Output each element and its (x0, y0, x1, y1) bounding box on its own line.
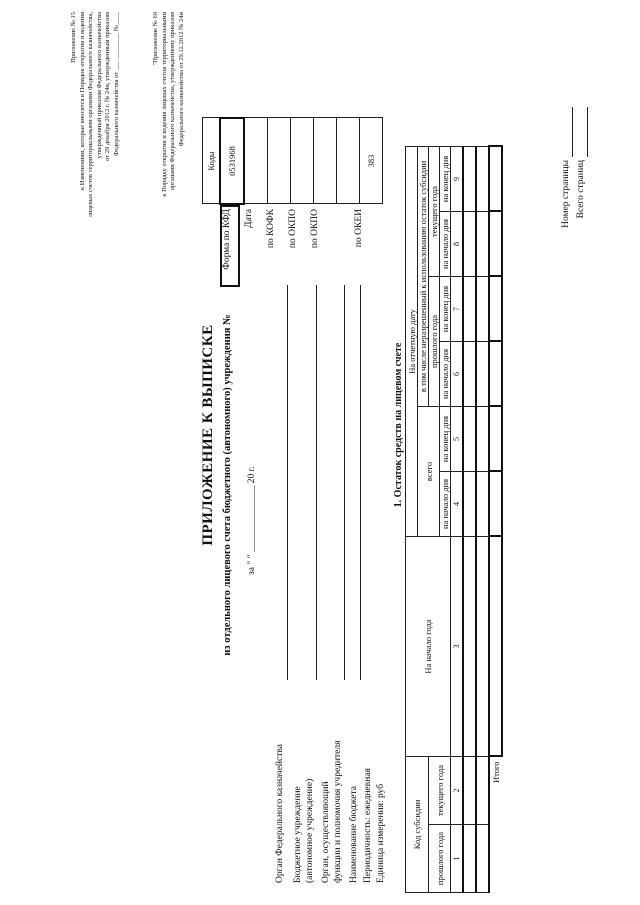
total-cell[interactable] (489, 211, 502, 276)
table-cell[interactable] (476, 406, 489, 471)
table-cell[interactable] (476, 825, 489, 893)
total-cell[interactable] (489, 536, 502, 756)
table-cell[interactable] (463, 406, 476, 471)
table-cell[interactable] (476, 276, 489, 341)
fill-line[interactable] (344, 285, 345, 680)
annex-note-2 (152, 12, 186, 272)
annex-note-line: Федерального казначейства от 29.12.2012 № 24н (177, 12, 185, 147)
total-row (489, 16, 502, 892)
col-curr-year: текущего года (429, 756, 451, 824)
col-prev-day-end: на конец дня (440, 276, 451, 341)
col-number: 4 (451, 471, 464, 536)
code-budget[interactable] (337, 118, 360, 204)
table-cell[interactable] (463, 211, 476, 276)
table-spacer (406, 16, 503, 146)
label-form-kfd: Форма по КФД (222, 209, 232, 270)
col-subsidy-code: Код субсидии (406, 756, 429, 892)
label-okei: по ОКЕИ (354, 209, 364, 248)
fill-line[interactable] (287, 285, 288, 680)
col-start-of-year: На начало года (406, 536, 451, 756)
label-budget-name: Наименование бюджета (349, 786, 359, 883)
fill-line[interactable] (316, 285, 317, 680)
label-kofk: по КОФК (266, 209, 276, 249)
date-line: за " " ______________ 20 г. (247, 466, 257, 575)
col-total-day-end: на конец дня (440, 406, 451, 471)
label-date: Дата (244, 209, 254, 228)
col-number: 8 (451, 211, 464, 276)
table-cell[interactable] (476, 146, 489, 211)
page-title: ПРИЛОЖЕНИЕ К ВЫПИСКЕ (200, 324, 216, 546)
label-periodicity: Периодичность: ежедневная (363, 768, 373, 883)
col-unauth-curr-year: текущего года (429, 146, 440, 276)
total-label: Итого (489, 756, 502, 892)
col-number: 7 (451, 276, 464, 341)
col-incl-unauth: в том числе неразрешенный к использованию остаток субсидии (418, 146, 429, 406)
annex-note-line: к Порядку открытия и ведения лицевых счетов территориальными (160, 12, 168, 197)
annex-note-line: от 29 декабря 2012 г. № 24н, утвержденным приказом (104, 12, 111, 161)
label-okpo-1: по ОКПО (288, 209, 298, 249)
page-number-label: Номер страницы (561, 160, 571, 228)
total-cell[interactable] (489, 406, 502, 471)
table-cell[interactable] (476, 341, 489, 406)
annex-note-line: Приложение № 15 (70, 12, 77, 63)
col-total: всего (418, 406, 440, 536)
col-reporting-date: На отчетную дату (406, 146, 418, 536)
code-okpo-1[interactable] (291, 118, 314, 204)
table-row (463, 16, 476, 892)
code-okei: 383 (360, 118, 383, 204)
annex-note (70, 12, 121, 272)
pages-total-label: Всего страниц (576, 160, 586, 219)
total-cell[interactable] (489, 341, 502, 406)
total-cell[interactable] (489, 146, 502, 211)
code-okpo-2[interactable] (314, 118, 337, 204)
codes-header: Коды (203, 118, 221, 204)
code-kofk[interactable] (268, 118, 291, 204)
table-cell[interactable] (463, 471, 476, 536)
col-number: 6 (451, 341, 464, 406)
col-curr-day-end: на конец дня (440, 146, 451, 211)
code-date[interactable] (244, 118, 268, 204)
label-treasury-organ: Орган Федерального казначейства (275, 744, 285, 883)
section-title: 1. Остаток средств на лицевом счете (393, 342, 404, 508)
table-cell[interactable] (463, 756, 476, 824)
annex-note-line: к Изменениям, которые вносятся в Порядок открытия и ведения (78, 12, 86, 191)
label-founder-organ-2: функции и полномочия учредителя (333, 740, 343, 883)
col-number: 1 (451, 825, 464, 893)
label-okpo-2: по ОКПО (310, 209, 320, 249)
annex-note-line: утвержденный приказом Федерального казначейства (95, 12, 103, 159)
table-cell[interactable] (463, 536, 476, 756)
balance-table (405, 16, 503, 893)
col-number: 5 (451, 406, 464, 471)
col-prev-year: прошлого года (429, 825, 451, 893)
table-cell[interactable] (463, 276, 476, 341)
col-unauth-prev-year: прошлого года (429, 276, 440, 406)
col-number: 2 (451, 756, 464, 824)
label-unit: Единица измерения: руб (376, 783, 386, 883)
col-number: 3 (451, 536, 464, 756)
table-cell[interactable] (463, 341, 476, 406)
col-total-day-start: на начало дня (440, 471, 451, 536)
col-prev-day-start: на начало дня (440, 341, 451, 406)
annex-note-line: лицевых счетов территориальными органами Федерального казначейства, (87, 12, 94, 218)
table-cell[interactable] (476, 211, 489, 276)
label-founder-organ-1: Орган, осуществляющий (321, 781, 331, 883)
label-autonomous-institution: (автономное учреждение) (305, 778, 315, 883)
annex-note-line: Федерального казначейства от ___ ________ №____ (112, 12, 120, 156)
pages-total-field[interactable] (587, 107, 588, 157)
table-cell[interactable] (463, 146, 476, 211)
annex-note-line: "Приложение № 69 (152, 12, 159, 66)
col-number: 9 (451, 146, 464, 211)
annex-note-line: органами Федерального казначейства, утвержденному приказом (169, 12, 176, 191)
total-cell[interactable] (489, 471, 502, 536)
code-form-kfd: 0531968 (220, 118, 244, 204)
table-cell[interactable] (476, 536, 489, 756)
total-cell[interactable] (489, 276, 502, 341)
table-cell[interactable] (463, 825, 476, 893)
table-cell[interactable] (476, 756, 489, 824)
table-cell[interactable] (476, 471, 489, 536)
codes-table (202, 117, 383, 205)
col-curr-day-start: на начало дня (440, 211, 451, 276)
page-number-field[interactable] (572, 107, 573, 157)
fill-line[interactable] (360, 285, 361, 680)
page-subtitle: из отдельного лицевого счета бюджетного (автономного) учреждения № (222, 314, 233, 656)
table-row (476, 16, 489, 892)
label-budget-institution: Бюджетное учреждение (293, 786, 303, 883)
